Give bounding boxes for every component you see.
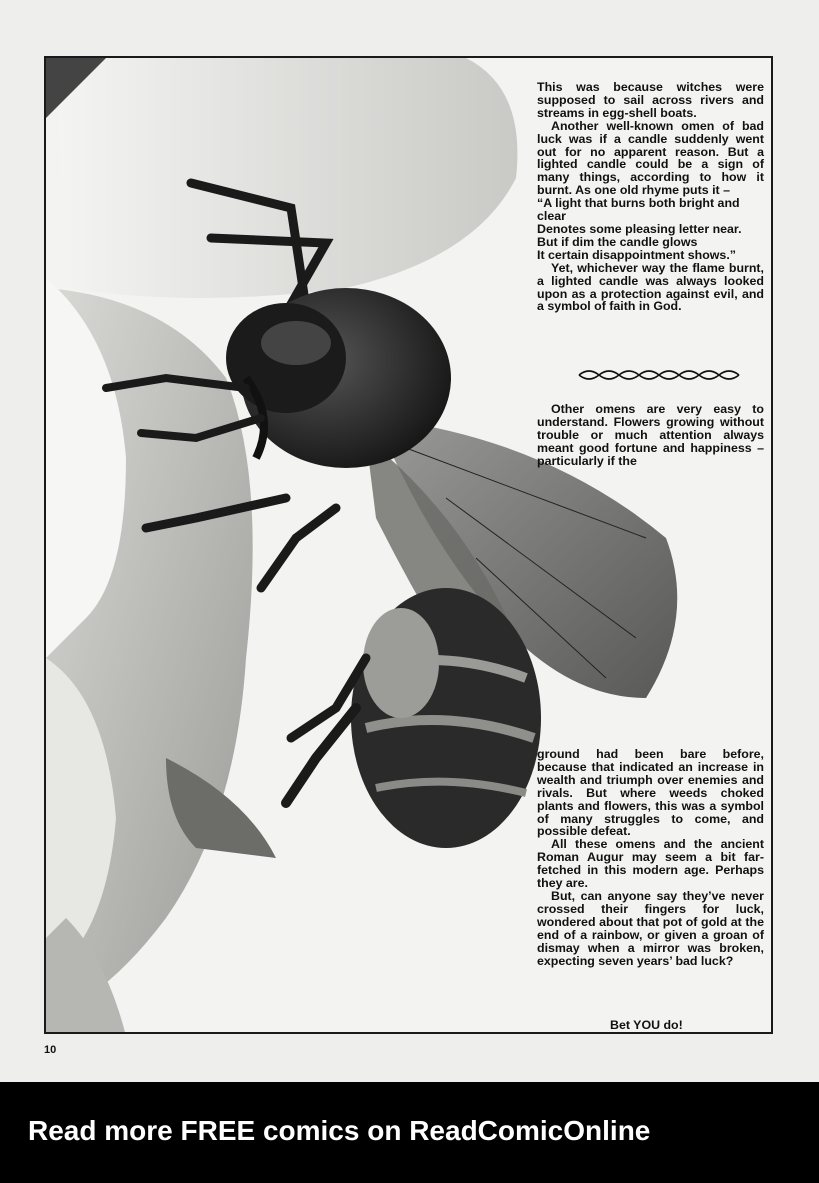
upper-petal [56, 58, 517, 298]
article-paragraph: Another well-known omen of bad luck was if a candle suddenly went out for no apparent reason. But a lighted candle could be a sign of many things, according to how it burnt. As one old rhyme puts it – [537, 118, 764, 198]
article-paragraph: Yet, whichever way the flame burnt, a lighted candle was always looked upon as a protection against evil, and a symbol of faith in God. [537, 260, 764, 314]
article-paragraph: All these omens and the ancient Roman Augur may seem a bit far-fetched in this modern age. Perhaps they are. [537, 837, 764, 891]
article-paragraph: But, can anyone say they’ve never crossed their fingers for luck, wondered about that pot of gold at the end of a rainbow, or given a groan of dismay when a mirror was broken, expecting seven years’ bad luck? [537, 888, 764, 968]
rhyme-line: It certain disappointment shows.” [537, 247, 736, 262]
article-signoff: Bet YOU do! [610, 1018, 683, 1032]
page-number: 10 [44, 1044, 57, 1056]
article-column-bottom [537, 748, 764, 967]
promo-banner-text[interactable]: Read more FREE comics on ReadComicOnline [28, 1115, 651, 1146]
article-column-top [537, 81, 764, 313]
article-paragraph: This was because witches were supposed to sail across rivers and streams in egg-shell boats. [537, 80, 764, 120]
rhyme-line: “A light that burns both bright and clear [537, 196, 740, 224]
article-frame [44, 56, 773, 1034]
article-paragraph: ground had been bare before, because that indicated an increase in wealth and triumph over enemies and rivals. But where weeds choked plants and flowers, this was a symbol of many struggles to come, and possible defeat. [537, 747, 764, 839]
ornamental-divider [577, 367, 747, 383]
article-column-middle [537, 403, 764, 468]
rhyme-line: But if dim the candle glows [537, 234, 698, 249]
article-paragraph: Other omens are very easy to understand. Flowers growing without trouble or much attention always meant good fortune and happiness – particularly if the [537, 402, 764, 468]
rhyme-line: Denotes some pleasing letter near. [537, 221, 742, 236]
pollen-basket [363, 608, 439, 718]
